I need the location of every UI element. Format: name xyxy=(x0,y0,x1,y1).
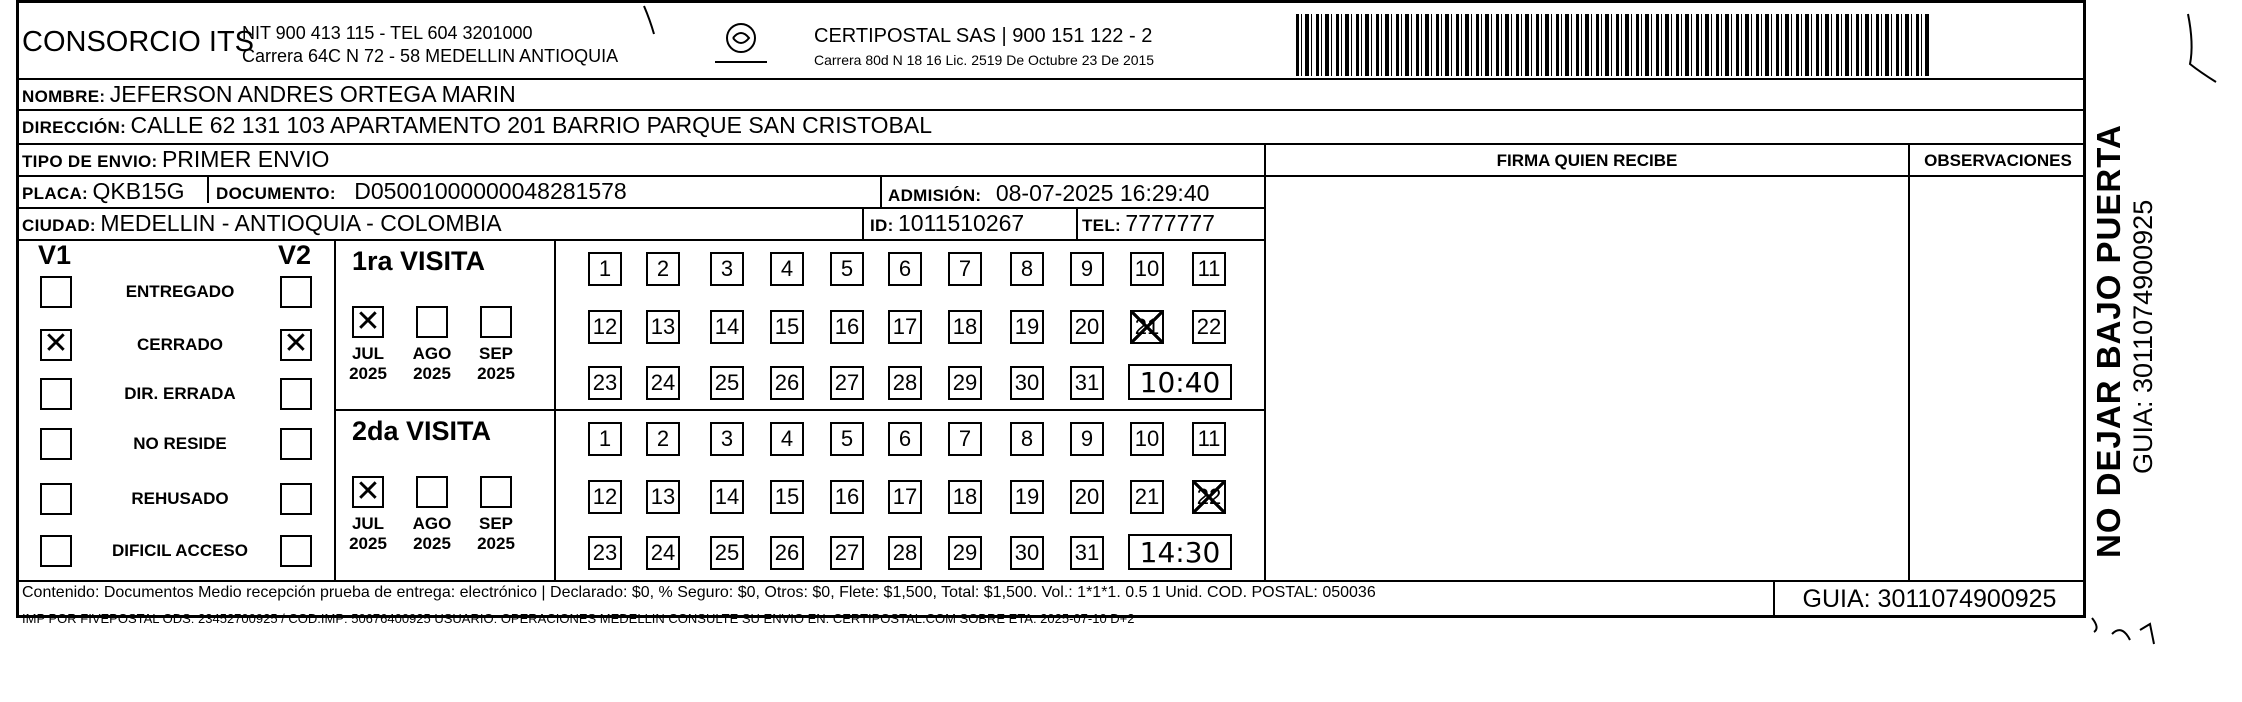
divider xyxy=(16,78,2086,80)
month-label xyxy=(470,514,522,554)
day-box[interactable]: 2 xyxy=(646,422,680,456)
v2-header: V2 xyxy=(278,240,312,270)
day-box[interactable]: 25 xyxy=(710,366,744,400)
admision-label: ADMISIÓN: xyxy=(888,186,982,205)
month-year: 2025 xyxy=(413,534,451,553)
documento-label: DOCUMENTO: xyxy=(216,184,336,203)
direccion-value: CALLE 62 131 103 APARTAMENTO 201 BARRIO PARQUE SAN CRISTOBAL xyxy=(130,112,933,138)
v1-checkbox[interactable] xyxy=(40,378,72,410)
v2-checkbox[interactable] xyxy=(280,276,312,308)
month-checkbox[interactable] xyxy=(480,476,512,508)
day-box[interactable]: 10 xyxy=(1130,422,1164,456)
day-box[interactable]: 30 xyxy=(1010,536,1044,570)
day-box[interactable]: 23 xyxy=(588,366,622,400)
month-checkbox[interactable]: ✕ xyxy=(352,306,384,338)
id-row xyxy=(870,210,1024,237)
v1-checkbox[interactable] xyxy=(40,428,72,460)
day-box[interactable]: 29 xyxy=(948,366,982,400)
v1-checkbox[interactable] xyxy=(40,276,72,308)
divider xyxy=(16,175,1266,177)
day-box[interactable]: 27 xyxy=(830,536,864,570)
month-label xyxy=(406,514,458,554)
day-box[interactable]: 9 xyxy=(1070,422,1104,456)
divider xyxy=(554,239,556,580)
month-label xyxy=(406,344,458,384)
day-box[interactable]: 28 xyxy=(888,366,922,400)
month-label xyxy=(342,344,394,384)
visit-time[interactable]: 10:40 xyxy=(1128,364,1232,400)
day-box[interactable]: 16 xyxy=(830,480,864,514)
day-box[interactable]: 6 xyxy=(888,252,922,286)
tel-label: TEL: xyxy=(1082,216,1121,235)
day-box[interactable]: 7 xyxy=(948,252,982,286)
firma-header: FIRMA QUIEN RECIBE xyxy=(1496,151,1678,170)
day-box[interactable]: 15 xyxy=(770,480,804,514)
divider xyxy=(16,239,1266,241)
company-info xyxy=(242,22,618,68)
day-box[interactable]: 13 xyxy=(646,310,680,344)
guia-box: GUIA: 3011074900925 xyxy=(1773,580,2086,618)
month-year: 2025 xyxy=(413,364,451,383)
day-box[interactable]: 11 xyxy=(1192,422,1226,456)
month-year: 2025 xyxy=(349,534,387,553)
divider xyxy=(334,409,1264,411)
month-checkbox[interactable] xyxy=(416,476,448,508)
tel-value: 7777777 xyxy=(1125,210,1215,236)
direccion-row xyxy=(22,112,932,139)
day-box[interactable]: 9 xyxy=(1070,252,1104,286)
day-box[interactable]: 12 xyxy=(588,480,622,514)
day-box[interactable]: 4 xyxy=(770,422,804,456)
reason-label: DIR. ERRADA xyxy=(124,384,236,403)
barcode xyxy=(1296,14,1930,76)
divider xyxy=(16,143,2086,145)
day-box[interactable]: 11 xyxy=(1192,252,1226,286)
day-box[interactable]: 21 xyxy=(1130,480,1164,514)
direccion-label: DIRECCIÓN: xyxy=(22,118,127,137)
admision-row xyxy=(888,180,1209,207)
stray-mark-icon xyxy=(2184,10,2224,90)
ciudad-label: CIUDAD: xyxy=(22,216,96,235)
id-value: 1011510267 xyxy=(898,210,1025,236)
visit-title: 2da VISITA xyxy=(352,416,492,446)
day-box[interactable]: 22 xyxy=(1192,310,1226,344)
day-box[interactable]: 26 xyxy=(770,536,804,570)
ciudad-value: MEDELLIN - ANTIOQUIA - COLOMBIA xyxy=(100,210,502,236)
day-box[interactable]: 21 xyxy=(1130,310,1164,344)
reason-label: NO RESIDE xyxy=(133,434,227,453)
day-box[interactable]: 1 xyxy=(588,252,622,286)
day-box[interactable]: 15 xyxy=(770,310,804,344)
day-box[interactable]: 8 xyxy=(1010,422,1044,456)
day-box[interactable]: 29 xyxy=(948,536,982,570)
reason-label: DIFICIL ACCESO xyxy=(111,541,248,560)
company-name: CONSORCIO ITS xyxy=(22,26,255,58)
month-year: 2025 xyxy=(477,534,515,553)
divider xyxy=(16,207,1266,209)
day-box[interactable]: 3 xyxy=(710,252,744,286)
no-dejar-text: NO DEJAR BAJO PUERTA xyxy=(2090,124,2127,558)
stray-mark-icon xyxy=(2082,610,2202,660)
month-checkbox[interactable] xyxy=(480,306,512,338)
certipostal-logo-icon xyxy=(705,18,777,70)
reason-label: CERRADO xyxy=(137,335,223,354)
v2-checkbox[interactable] xyxy=(280,483,312,515)
month-checkbox[interactable]: ✕ xyxy=(352,476,384,508)
day-box[interactable]: 3 xyxy=(710,422,744,456)
month-checkbox[interactable] xyxy=(416,306,448,338)
day-box[interactable]: 27 xyxy=(830,366,864,400)
divider xyxy=(1076,207,1078,239)
tipo-value: PRIMER ENVIO xyxy=(161,146,330,172)
tipo-label: TIPO DE ENVIO: xyxy=(22,152,158,171)
month-name: AGO xyxy=(412,344,452,363)
day-box[interactable]: 23 xyxy=(588,536,622,570)
day-box[interactable]: 14 xyxy=(710,480,744,514)
side-text-rotated xyxy=(2090,124,2159,558)
ciudad-row xyxy=(22,210,502,237)
month-name: SEP xyxy=(478,344,514,363)
nombre-row xyxy=(22,81,516,108)
tel-row xyxy=(1082,210,1215,237)
day-box[interactable]: 18 xyxy=(948,480,982,514)
day-box[interactable]: 28 xyxy=(888,536,922,570)
reason-label: ENTREGADO xyxy=(125,282,235,301)
month-label xyxy=(470,344,522,384)
divider xyxy=(16,109,2086,111)
day-box[interactable]: 17 xyxy=(888,480,922,514)
nit-line: NIT 900 413 115 - TEL 604 3201000 xyxy=(242,23,533,43)
day-box[interactable]: 18 xyxy=(948,310,982,344)
day-box[interactable]: 4 xyxy=(770,252,804,286)
v1-checkbox[interactable] xyxy=(40,535,72,567)
day-box[interactable]: 24 xyxy=(646,366,680,400)
documento-row xyxy=(216,178,627,205)
nombre-label: NOMBRE: xyxy=(22,87,106,106)
imp-text: IMP POR FIVEPOSTAL ODS: 23452700925 / COD.IMP: 50676400925 USUARIO: OPERACIONES MEDELLIN CONSULTE SU ENVIO EN: CERTIPOSTAL.COM SOBRE ETA: 2025-07-10 D+2 xyxy=(22,611,1135,626)
courier-info xyxy=(814,24,1154,72)
day-box[interactable]: 2 xyxy=(646,252,680,286)
signature-area[interactable] xyxy=(1266,177,1906,578)
day-box[interactable]: 31 xyxy=(1070,366,1104,400)
day-box[interactable]: 24 xyxy=(646,536,680,570)
day-box[interactable]: 6 xyxy=(888,422,922,456)
observaciones-header: OBSERVACIONES xyxy=(1924,151,2072,170)
day-box[interactable]: 14 xyxy=(710,310,744,344)
day-box[interactable]: 13 xyxy=(646,480,680,514)
courier-line: CERTIPOSTAL SAS | 900 151 122 - 2 xyxy=(814,25,1153,47)
id-label: ID: xyxy=(870,216,894,235)
v2-checkbox[interactable] xyxy=(280,535,312,567)
day-box[interactable]: 7 xyxy=(948,422,982,456)
day-box[interactable]: 20 xyxy=(1070,310,1104,344)
v2-checkbox[interactable] xyxy=(280,378,312,410)
month-name: JUL xyxy=(351,344,385,363)
day-box[interactable]: 25 xyxy=(710,536,744,570)
divider xyxy=(880,175,882,207)
day-box[interactable]: 12 xyxy=(588,310,622,344)
side-vertical-text xyxy=(2090,108,2158,558)
placa-value: QKB15G xyxy=(92,178,185,204)
month-name: JUL xyxy=(351,514,385,533)
day-box[interactable]: 26 xyxy=(770,366,804,400)
courier-license: Carrera 80d N 18 16 Lic. 2519 De Octubre 23 De 2015 xyxy=(814,52,1155,68)
day-box[interactable]: 16 xyxy=(830,310,864,344)
day-box[interactable]: 31 xyxy=(1070,536,1104,570)
visit-time[interactable]: 14:30 xyxy=(1128,534,1232,570)
month-name: AGO xyxy=(412,514,452,533)
day-box[interactable]: 5 xyxy=(830,252,864,286)
month-name: SEP xyxy=(478,514,514,533)
placa-row xyxy=(22,178,185,205)
admision-value: 08-07-2025 16:29:40 xyxy=(995,180,1210,206)
v2-checkbox[interactable] xyxy=(280,428,312,460)
contenido-text: Contenido: Documentos Medio recepción prueba de entrega: electrónico | Declarado: $0, % Seguro: $0, Otros: $0, Flete: $1,500, Total: $1,500. Vol.: 1*1*1. 0.5 1 Unid. COD. POSTAL: 050036 xyxy=(22,584,1376,601)
company-address: Carrera 64C N 72 - 58 MEDELLIN ANTIOQUIA xyxy=(242,46,619,66)
divider xyxy=(207,175,209,203)
v1-checkbox[interactable]: ✕ xyxy=(40,329,72,361)
side-guia-text: GUIA: 3011074900925 xyxy=(2128,199,2158,474)
v1-checkbox[interactable] xyxy=(40,483,72,515)
day-box[interactable]: 8 xyxy=(1010,252,1044,286)
day-box[interactable]: 30 xyxy=(1010,366,1044,400)
v1-header: V1 xyxy=(38,240,72,270)
nombre-value: JEFERSON ANDRES ORTEGA MARIN xyxy=(109,81,516,107)
stray-mark-icon xyxy=(640,4,660,38)
day-box[interactable]: 5 xyxy=(830,422,864,456)
placa-label: PLACA: xyxy=(22,184,89,203)
divider xyxy=(862,207,864,239)
day-box[interactable]: 19 xyxy=(1010,480,1044,514)
day-box[interactable]: 1 xyxy=(588,422,622,456)
month-year: 2025 xyxy=(349,364,387,383)
month-year: 2025 xyxy=(477,364,515,383)
visit-title: 1ra VISITA xyxy=(352,246,486,276)
v2-checkbox[interactable]: ✕ xyxy=(280,329,312,361)
tipo-row xyxy=(22,146,329,173)
day-box[interactable]: 10 xyxy=(1130,252,1164,286)
observaciones-area[interactable] xyxy=(1910,177,2084,578)
day-box[interactable]: 22 xyxy=(1192,480,1226,514)
day-box[interactable]: 20 xyxy=(1070,480,1104,514)
documento-value: D05001000000048281578 xyxy=(354,178,627,204)
month-label xyxy=(342,514,394,554)
day-box[interactable]: 17 xyxy=(888,310,922,344)
day-box[interactable]: 19 xyxy=(1010,310,1044,344)
reason-label: REHUSADO xyxy=(131,489,229,508)
